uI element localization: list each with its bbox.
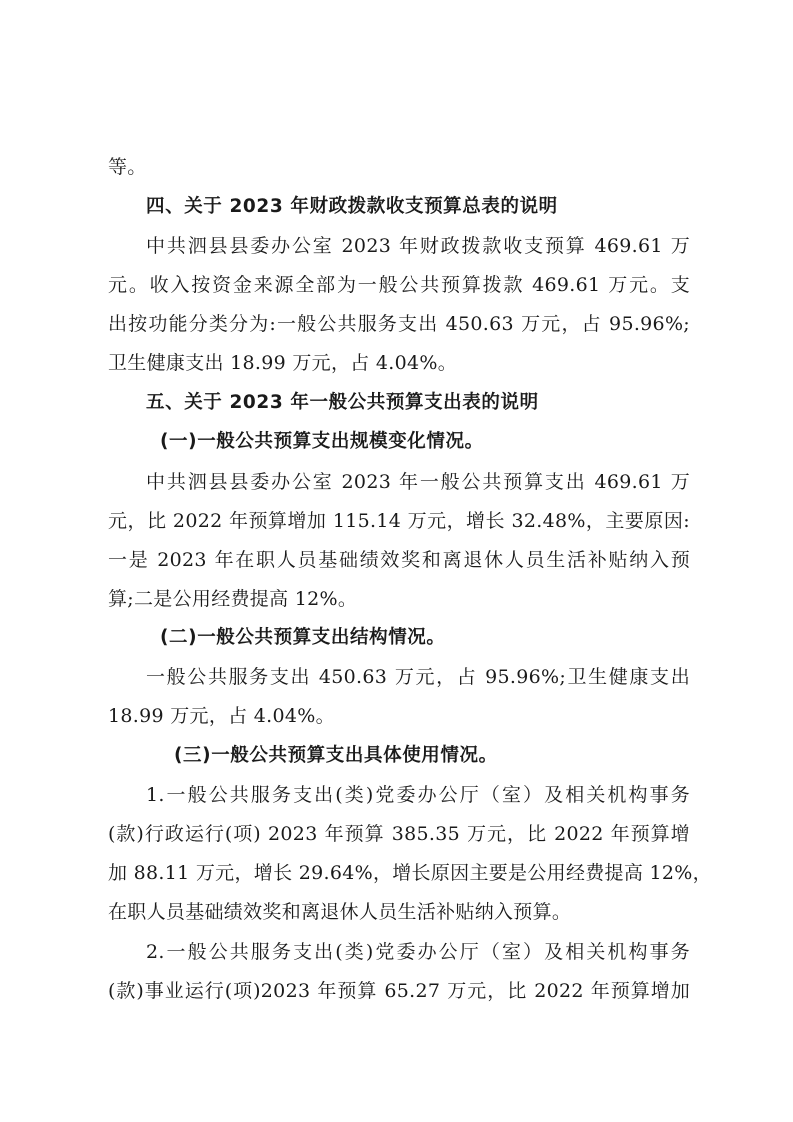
subsection-2-paragraph-line: 一般公共服务支出 450.63 万元，占 95.96%;卫生健康支出 <box>146 666 690 688</box>
subsection-1-paragraph-line: 元，比 2022 年预算增加 115.14 万元，增长 32.48%，主要原因: <box>108 510 690 532</box>
subsection-heading-1: (一)一般公共预算支出规模变化情况。 <box>160 431 484 452</box>
subsection-1-paragraph-line: 算;二是公用经费提高 12%。 <box>108 588 358 610</box>
item-1-paragraph-line: 加 88.11 万元，增长 29.64%，增长原因主要是公用经费提高 12%， <box>108 862 712 884</box>
section-4-paragraph-line: 卫生健康支出 18.99 万元，占 4.04%。 <box>108 352 458 374</box>
item-1-paragraph-line: 1.一般公共服务支出(类)党委办公厅（室）及相关机构事务 <box>146 784 690 806</box>
subsection-heading-3: (三)一般公共预算支出具体使用情况。 <box>174 745 498 766</box>
item-2-paragraph-line: (款)事业运行(项)2023 年预算 65.27 万元，比 2022 年预算增加 <box>108 980 690 1002</box>
section-4-paragraph-line: 出按功能分类分为:一般公共服务支出 450.63 万元，占 95.96%; <box>108 313 690 335</box>
item-2-paragraph-line: 2.一般公共服务支出(类)党委办公厅（室）及相关机构事务 <box>146 941 690 963</box>
subsection-2-paragraph-line: 18.99 万元，占 4.04%。 <box>108 705 335 727</box>
item-1-paragraph-line: 在职人员基础绩效奖和离退休人员生活补贴纳入预算。 <box>108 901 572 923</box>
paragraph-continuation: 等。 <box>108 156 147 178</box>
subsection-1-paragraph-line: 中共泗县县委办公室 2023 年一般公共预算支出 469.61 万 <box>146 471 690 493</box>
subsection-1-paragraph-line: 一是 2023 年在职人员基础绩效奖和离退休人员生活补贴纳入预 <box>108 549 690 571</box>
section-heading-5: 五、关于 2023 年一般公共预算支出表的说明 <box>146 392 539 413</box>
subsection-heading-2: (二)一般公共预算支出结构情况。 <box>160 627 446 648</box>
section-4-paragraph-line: 元。收入按资金来源全部为一般公共预算拨款 469.61 万元。支 <box>108 274 690 296</box>
section-heading-4: 四、关于 2023 年财政拨款收支预算总表的说明 <box>146 196 558 217</box>
section-4-paragraph-line: 中共泗县县委办公室 2023 年财政拨款收支预算 469.61 万 <box>146 235 690 257</box>
item-1-paragraph-line: (款)行政运行(项) 2023 年预算 385.35 万元，比 2022 年预算增 <box>108 823 690 845</box>
